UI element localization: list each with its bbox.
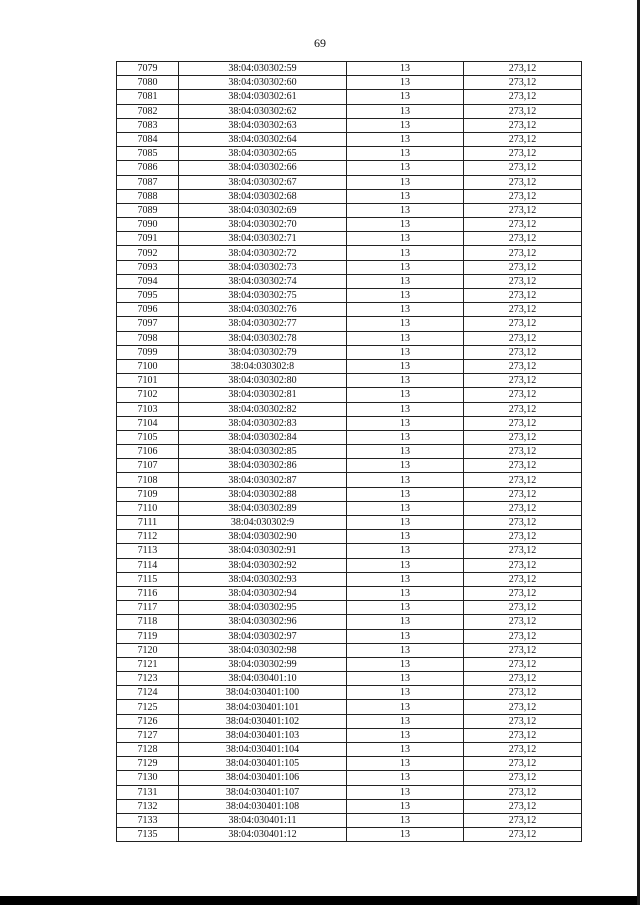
value-cell: 13 bbox=[347, 558, 464, 572]
value-cell: 13 bbox=[347, 62, 464, 76]
value-cell: 13 bbox=[347, 218, 464, 232]
table-row bbox=[117, 657, 582, 671]
value-cell: 13 bbox=[347, 445, 464, 459]
amount-cell: 273,12 bbox=[464, 416, 582, 430]
row-number-cell: 7091 bbox=[117, 232, 179, 246]
cadastral-number-cell: 38:04:030302:79 bbox=[179, 345, 347, 359]
row-number-cell: 7100 bbox=[117, 359, 179, 373]
cadastral-number-cell: 38:04:030302:64 bbox=[179, 132, 347, 146]
value-cell: 13 bbox=[347, 104, 464, 118]
row-number-cell: 7086 bbox=[117, 161, 179, 175]
table-row bbox=[117, 416, 582, 430]
value-cell: 13 bbox=[347, 828, 464, 842]
amount-cell: 273,12 bbox=[464, 516, 582, 530]
amount-cell: 273,12 bbox=[464, 132, 582, 146]
value-cell: 13 bbox=[347, 317, 464, 331]
value-cell: 13 bbox=[347, 459, 464, 473]
amount-cell: 273,12 bbox=[464, 558, 582, 572]
value-cell: 13 bbox=[347, 586, 464, 600]
cadastral-number-cell: 38:04:030302:82 bbox=[179, 402, 347, 416]
row-number-cell: 7087 bbox=[117, 175, 179, 189]
row-number-cell: 7096 bbox=[117, 303, 179, 317]
value-cell: 13 bbox=[347, 274, 464, 288]
cadastral-number-cell: 38:04:030302:97 bbox=[179, 629, 347, 643]
row-number-cell: 7107 bbox=[117, 459, 179, 473]
cadastral-number-cell: 38:04:030302:92 bbox=[179, 558, 347, 572]
value-cell: 13 bbox=[347, 189, 464, 203]
cadastral-number-cell: 38:04:030401:108 bbox=[179, 799, 347, 813]
table-row bbox=[117, 828, 582, 842]
amount-cell: 273,12 bbox=[464, 331, 582, 345]
row-number-cell: 7118 bbox=[117, 615, 179, 629]
cadastral-number-cell: 38:04:030302:62 bbox=[179, 104, 347, 118]
table-row bbox=[117, 487, 582, 501]
cadastral-number-cell: 38:04:030401:10 bbox=[179, 672, 347, 686]
cadastral-number-cell: 38:04:030401:105 bbox=[179, 757, 347, 771]
table-row bbox=[117, 743, 582, 757]
amount-cell: 273,12 bbox=[464, 260, 582, 274]
cadastral-number-cell: 38:04:030302:63 bbox=[179, 118, 347, 132]
table-row bbox=[117, 728, 582, 742]
value-cell: 13 bbox=[347, 501, 464, 515]
amount-cell: 273,12 bbox=[464, 601, 582, 615]
table-row bbox=[117, 303, 582, 317]
table-row bbox=[117, 402, 582, 416]
amount-cell: 273,12 bbox=[464, 445, 582, 459]
row-number-cell: 7130 bbox=[117, 771, 179, 785]
amount-cell: 273,12 bbox=[464, 175, 582, 189]
table-row bbox=[117, 274, 582, 288]
table-row bbox=[117, 445, 582, 459]
amount-cell: 273,12 bbox=[464, 232, 582, 246]
amount-cell: 273,12 bbox=[464, 700, 582, 714]
table-row bbox=[117, 289, 582, 303]
value-cell: 13 bbox=[347, 714, 464, 728]
table-row bbox=[117, 629, 582, 643]
table-row bbox=[117, 161, 582, 175]
value-cell: 13 bbox=[347, 388, 464, 402]
amount-cell: 273,12 bbox=[464, 657, 582, 671]
row-number-cell: 7124 bbox=[117, 686, 179, 700]
table-row bbox=[117, 260, 582, 274]
table-row bbox=[117, 359, 582, 373]
amount-cell: 273,12 bbox=[464, 430, 582, 444]
amount-cell: 273,12 bbox=[464, 672, 582, 686]
amount-cell: 273,12 bbox=[464, 388, 582, 402]
amount-cell: 273,12 bbox=[464, 757, 582, 771]
table-row bbox=[117, 615, 582, 629]
value-cell: 13 bbox=[347, 345, 464, 359]
value-cell: 13 bbox=[347, 473, 464, 487]
value-cell: 13 bbox=[347, 289, 464, 303]
amount-cell: 273,12 bbox=[464, 544, 582, 558]
row-number-cell: 7090 bbox=[117, 218, 179, 232]
table-row bbox=[117, 203, 582, 217]
table-row bbox=[117, 90, 582, 104]
row-number-cell: 7113 bbox=[117, 544, 179, 558]
amount-cell: 273,12 bbox=[464, 218, 582, 232]
value-cell: 13 bbox=[347, 601, 464, 615]
amount-cell: 273,12 bbox=[464, 76, 582, 90]
amount-cell: 273,12 bbox=[464, 501, 582, 515]
table-body bbox=[117, 62, 582, 842]
cadastral-number-cell: 38:04:030302:78 bbox=[179, 331, 347, 345]
amount-cell: 273,12 bbox=[464, 104, 582, 118]
cadastral-number-cell: 38:04:030302:87 bbox=[179, 473, 347, 487]
row-number-cell: 7119 bbox=[117, 629, 179, 643]
cadastral-number-cell: 38:04:030302:76 bbox=[179, 303, 347, 317]
table-row bbox=[117, 76, 582, 90]
table-row bbox=[117, 785, 582, 799]
cadastral-number-cell: 38:04:030302:93 bbox=[179, 572, 347, 586]
amount-cell: 273,12 bbox=[464, 771, 582, 785]
amount-cell: 273,12 bbox=[464, 629, 582, 643]
value-cell: 13 bbox=[347, 530, 464, 544]
row-number-cell: 7092 bbox=[117, 246, 179, 260]
cadastral-number-cell: 38:04:030302:80 bbox=[179, 374, 347, 388]
amount-cell: 273,12 bbox=[464, 686, 582, 700]
value-cell: 13 bbox=[347, 757, 464, 771]
cadastral-number-cell: 38:04:030401:100 bbox=[179, 686, 347, 700]
cadastral-number-cell: 38:04:030302:8 bbox=[179, 359, 347, 373]
amount-cell: 273,12 bbox=[464, 203, 582, 217]
amount-cell: 273,12 bbox=[464, 303, 582, 317]
row-number-cell: 7108 bbox=[117, 473, 179, 487]
table-row bbox=[117, 601, 582, 615]
cadastral-number-cell: 38:04:030302:65 bbox=[179, 147, 347, 161]
table-row bbox=[117, 516, 582, 530]
table-row bbox=[117, 175, 582, 189]
value-cell: 13 bbox=[347, 544, 464, 558]
row-number-cell: 7106 bbox=[117, 445, 179, 459]
row-number-cell: 7131 bbox=[117, 785, 179, 799]
amount-cell: 273,12 bbox=[464, 62, 582, 76]
table-row bbox=[117, 813, 582, 827]
row-number-cell: 7114 bbox=[117, 558, 179, 572]
row-number-cell: 7084 bbox=[117, 132, 179, 146]
table-row bbox=[117, 459, 582, 473]
table-row bbox=[117, 118, 582, 132]
amount-cell: 273,12 bbox=[464, 459, 582, 473]
row-number-cell: 7105 bbox=[117, 430, 179, 444]
cadastral-number-cell: 38:04:030302:90 bbox=[179, 530, 347, 544]
table-row bbox=[117, 799, 582, 813]
row-number-cell: 7104 bbox=[117, 416, 179, 430]
row-number-cell: 7115 bbox=[117, 572, 179, 586]
amount-cell: 273,12 bbox=[464, 359, 582, 373]
cadastral-number-cell: 38:04:030302:98 bbox=[179, 643, 347, 657]
row-number-cell: 7129 bbox=[117, 757, 179, 771]
row-number-cell: 7083 bbox=[117, 118, 179, 132]
table-row bbox=[117, 430, 582, 444]
value-cell: 13 bbox=[347, 232, 464, 246]
amount-cell: 273,12 bbox=[464, 147, 582, 161]
table-row bbox=[117, 501, 582, 515]
row-number-cell: 7081 bbox=[117, 90, 179, 104]
amount-cell: 273,12 bbox=[464, 402, 582, 416]
cadastral-number-cell: 38:04:030401:11 bbox=[179, 813, 347, 827]
amount-cell: 273,12 bbox=[464, 799, 582, 813]
cadastral-number-cell: 38:04:030401:104 bbox=[179, 743, 347, 757]
row-number-cell: 7101 bbox=[117, 374, 179, 388]
value-cell: 13 bbox=[347, 118, 464, 132]
amount-cell: 273,12 bbox=[464, 643, 582, 657]
value-cell: 13 bbox=[347, 90, 464, 104]
row-number-cell: 7094 bbox=[117, 274, 179, 288]
row-number-cell: 7132 bbox=[117, 799, 179, 813]
cadastral-number-cell: 38:04:030401:101 bbox=[179, 700, 347, 714]
cadastral-number-cell: 38:04:030401:103 bbox=[179, 728, 347, 742]
table-row bbox=[117, 374, 582, 388]
amount-cell: 273,12 bbox=[464, 586, 582, 600]
value-cell: 13 bbox=[347, 203, 464, 217]
table-row bbox=[117, 672, 582, 686]
cadastral-number-cell: 38:04:030401:107 bbox=[179, 785, 347, 799]
cadastral-number-cell: 38:04:030302:74 bbox=[179, 274, 347, 288]
value-cell: 13 bbox=[347, 516, 464, 530]
amount-cell: 273,12 bbox=[464, 161, 582, 175]
value-cell: 13 bbox=[347, 175, 464, 189]
row-number-cell: 7079 bbox=[117, 62, 179, 76]
cadastral-number-cell: 38:04:030302:66 bbox=[179, 161, 347, 175]
amount-cell: 273,12 bbox=[464, 813, 582, 827]
row-number-cell: 7088 bbox=[117, 189, 179, 203]
cadastral-number-cell: 38:04:030302:60 bbox=[179, 76, 347, 90]
table-row bbox=[117, 757, 582, 771]
table-row bbox=[117, 62, 582, 76]
amount-cell: 273,12 bbox=[464, 743, 582, 757]
table-row bbox=[117, 147, 582, 161]
value-cell: 13 bbox=[347, 813, 464, 827]
amount-cell: 273,12 bbox=[464, 473, 582, 487]
cadastral-number-cell: 38:04:030302:68 bbox=[179, 189, 347, 203]
row-number-cell: 7099 bbox=[117, 345, 179, 359]
value-cell: 13 bbox=[347, 572, 464, 586]
cadastral-number-cell: 38:04:030302:95 bbox=[179, 601, 347, 615]
cadastral-number-cell: 38:04:030302:61 bbox=[179, 90, 347, 104]
cadastral-number-cell: 38:04:030302:67 bbox=[179, 175, 347, 189]
row-number-cell: 7102 bbox=[117, 388, 179, 402]
value-cell: 13 bbox=[347, 672, 464, 686]
row-number-cell: 7085 bbox=[117, 147, 179, 161]
amount-cell: 273,12 bbox=[464, 118, 582, 132]
table-row bbox=[117, 331, 582, 345]
table-row bbox=[117, 686, 582, 700]
value-cell: 13 bbox=[347, 430, 464, 444]
table-row bbox=[117, 544, 582, 558]
cadastral-number-cell: 38:04:030302:85 bbox=[179, 445, 347, 459]
table-row bbox=[117, 246, 582, 260]
amount-cell: 273,12 bbox=[464, 828, 582, 842]
table-row bbox=[117, 189, 582, 203]
amount-cell: 273,12 bbox=[464, 345, 582, 359]
cadastral-number-cell: 38:04:030302:73 bbox=[179, 260, 347, 274]
cadastral-number-cell: 38:04:030401:102 bbox=[179, 714, 347, 728]
value-cell: 13 bbox=[347, 402, 464, 416]
table-row bbox=[117, 345, 582, 359]
amount-cell: 273,12 bbox=[464, 714, 582, 728]
value-cell: 13 bbox=[347, 161, 464, 175]
amount-cell: 273,12 bbox=[464, 487, 582, 501]
value-cell: 13 bbox=[347, 743, 464, 757]
value-cell: 13 bbox=[347, 615, 464, 629]
amount-cell: 273,12 bbox=[464, 189, 582, 203]
cadastral-number-cell: 38:04:030302:89 bbox=[179, 501, 347, 515]
cadastral-number-cell: 38:04:030302:96 bbox=[179, 615, 347, 629]
value-cell: 13 bbox=[347, 260, 464, 274]
cadastral-number-cell: 38:04:030302:70 bbox=[179, 218, 347, 232]
cadastral-number-cell: 38:04:030302:99 bbox=[179, 657, 347, 671]
row-number-cell: 7127 bbox=[117, 728, 179, 742]
value-cell: 13 bbox=[347, 147, 464, 161]
table-row bbox=[117, 473, 582, 487]
amount-cell: 273,12 bbox=[464, 615, 582, 629]
row-number-cell: 7125 bbox=[117, 700, 179, 714]
row-number-cell: 7082 bbox=[117, 104, 179, 118]
value-cell: 13 bbox=[347, 246, 464, 260]
cadastral-number-cell: 38:04:030302:88 bbox=[179, 487, 347, 501]
table-row bbox=[117, 232, 582, 246]
cadastral-number-cell: 38:04:030302:59 bbox=[179, 62, 347, 76]
table-row bbox=[117, 586, 582, 600]
table-row bbox=[117, 714, 582, 728]
value-cell: 13 bbox=[347, 700, 464, 714]
row-number-cell: 7093 bbox=[117, 260, 179, 274]
amount-cell: 273,12 bbox=[464, 530, 582, 544]
cadastral-number-cell: 38:04:030302:81 bbox=[179, 388, 347, 402]
value-cell: 13 bbox=[347, 799, 464, 813]
amount-cell: 273,12 bbox=[464, 90, 582, 104]
value-cell: 13 bbox=[347, 76, 464, 90]
cadastral-number-cell: 38:04:030302:83 bbox=[179, 416, 347, 430]
value-cell: 13 bbox=[347, 771, 464, 785]
amount-cell: 273,12 bbox=[464, 246, 582, 260]
row-number-cell: 7097 bbox=[117, 317, 179, 331]
table-row bbox=[117, 700, 582, 714]
row-number-cell: 7135 bbox=[117, 828, 179, 842]
amount-cell: 273,12 bbox=[464, 289, 582, 303]
row-number-cell: 7103 bbox=[117, 402, 179, 416]
page-number: 69 bbox=[314, 36, 326, 50]
row-number-cell: 7128 bbox=[117, 743, 179, 757]
cadastral-number-cell: 38:04:030302:77 bbox=[179, 317, 347, 331]
amount-cell: 273,12 bbox=[464, 317, 582, 331]
value-cell: 13 bbox=[347, 686, 464, 700]
cadastral-number-cell: 38:04:030401:106 bbox=[179, 771, 347, 785]
amount-cell: 273,12 bbox=[464, 728, 582, 742]
row-number-cell: 7109 bbox=[117, 487, 179, 501]
value-cell: 13 bbox=[347, 303, 464, 317]
cadastral-number-cell: 38:04:030302:9 bbox=[179, 516, 347, 530]
amount-cell: 273,12 bbox=[464, 785, 582, 799]
value-cell: 13 bbox=[347, 657, 464, 671]
amount-cell: 273,12 bbox=[464, 374, 582, 388]
table-row bbox=[117, 132, 582, 146]
value-cell: 13 bbox=[347, 728, 464, 742]
cadastral-number-cell: 38:04:030302:72 bbox=[179, 246, 347, 260]
value-cell: 13 bbox=[347, 643, 464, 657]
row-number-cell: 7120 bbox=[117, 643, 179, 657]
table-row bbox=[117, 317, 582, 331]
row-number-cell: 7111 bbox=[117, 516, 179, 530]
row-number-cell: 7126 bbox=[117, 714, 179, 728]
cadastral-table bbox=[116, 61, 582, 842]
table-row bbox=[117, 558, 582, 572]
row-number-cell: 7116 bbox=[117, 586, 179, 600]
amount-cell: 273,12 bbox=[464, 572, 582, 586]
value-cell: 13 bbox=[347, 487, 464, 501]
cadastral-number-cell: 38:04:030401:12 bbox=[179, 828, 347, 842]
table-row bbox=[117, 388, 582, 402]
value-cell: 13 bbox=[347, 132, 464, 146]
row-number-cell: 7121 bbox=[117, 657, 179, 671]
table-row bbox=[117, 104, 582, 118]
cadastral-number-cell: 38:04:030302:71 bbox=[179, 232, 347, 246]
row-number-cell: 7133 bbox=[117, 813, 179, 827]
table-row bbox=[117, 218, 582, 232]
amount-cell: 273,12 bbox=[464, 274, 582, 288]
scan-bottom-edge bbox=[0, 896, 640, 905]
cadastral-number-cell: 38:04:030302:91 bbox=[179, 544, 347, 558]
cadastral-number-cell: 38:04:030302:75 bbox=[179, 289, 347, 303]
value-cell: 13 bbox=[347, 359, 464, 373]
value-cell: 13 bbox=[347, 374, 464, 388]
value-cell: 13 bbox=[347, 331, 464, 345]
row-number-cell: 7098 bbox=[117, 331, 179, 345]
row-number-cell: 7095 bbox=[117, 289, 179, 303]
row-number-cell: 7112 bbox=[117, 530, 179, 544]
cadastral-number-cell: 38:04:030302:94 bbox=[179, 586, 347, 600]
row-number-cell: 7110 bbox=[117, 501, 179, 515]
cadastral-number-cell: 38:04:030302:84 bbox=[179, 430, 347, 444]
row-number-cell: 7089 bbox=[117, 203, 179, 217]
cadastral-number-cell: 38:04:030302:69 bbox=[179, 203, 347, 217]
value-cell: 13 bbox=[347, 785, 464, 799]
table-row bbox=[117, 643, 582, 657]
table-row bbox=[117, 572, 582, 586]
table-row bbox=[117, 530, 582, 544]
row-number-cell: 7080 bbox=[117, 76, 179, 90]
table-row bbox=[117, 771, 582, 785]
row-number-cell: 7117 bbox=[117, 601, 179, 615]
row-number-cell: 7123 bbox=[117, 672, 179, 686]
value-cell: 13 bbox=[347, 629, 464, 643]
cadastral-number-cell: 38:04:030302:86 bbox=[179, 459, 347, 473]
value-cell: 13 bbox=[347, 416, 464, 430]
